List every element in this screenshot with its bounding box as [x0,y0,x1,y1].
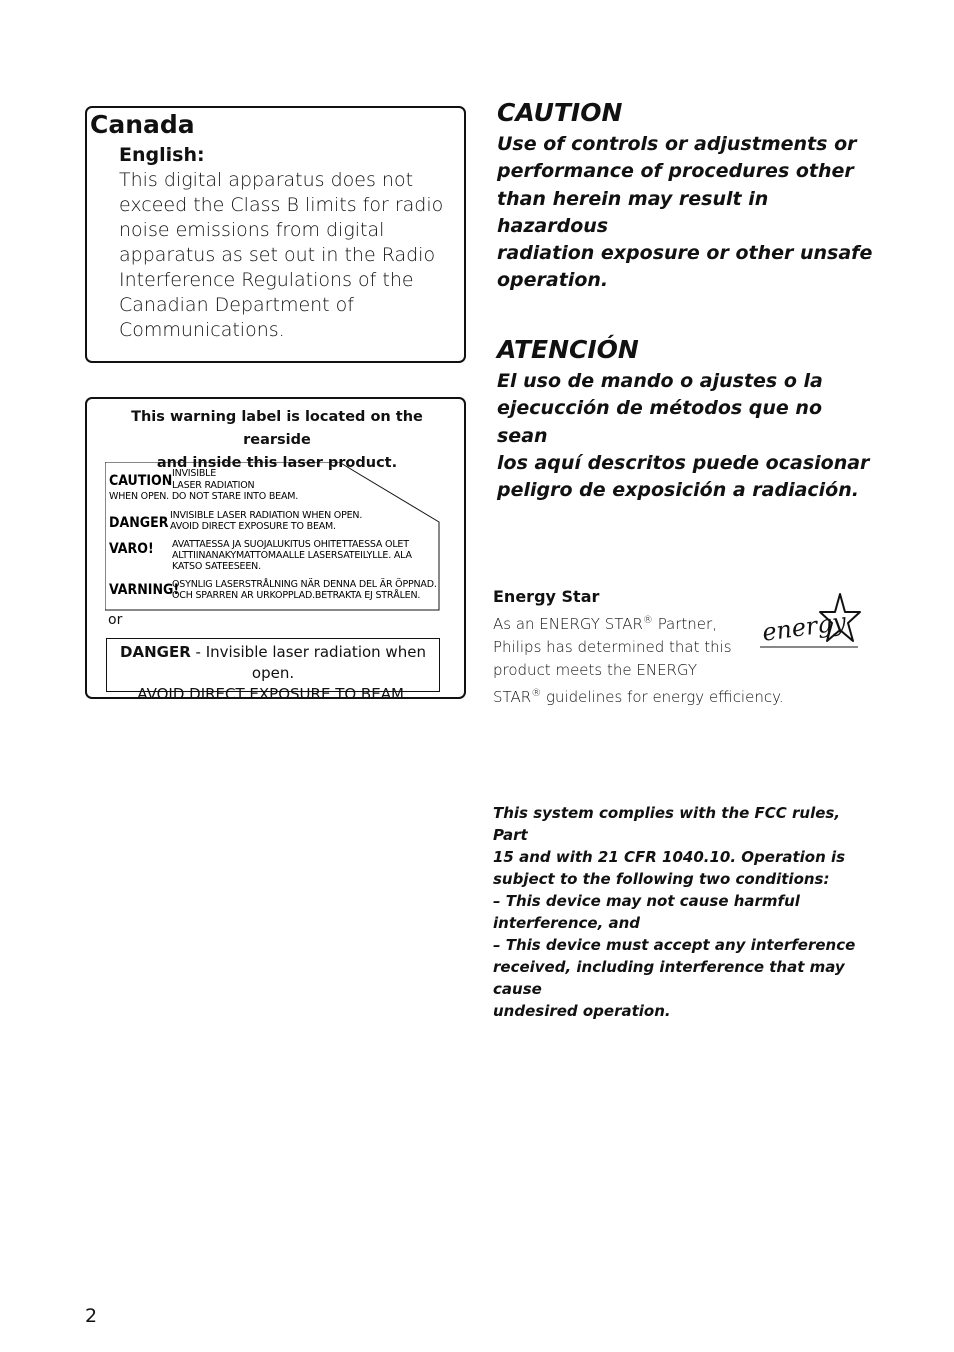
label-caution-text2: LASER RADIATION [172,480,255,491]
label-danger-text2: AVOID DIRECT EXPOSURE TO BEAM. [170,521,336,532]
danger-label-box [106,638,440,703]
warning-heading-line1: This warning label is located on the rearside [131,409,423,448]
energy-logo-text: energy [760,607,848,647]
label-varo-word: VARO! [109,541,154,557]
fcc-line: – This device must accept any interference [493,936,856,954]
atencion-line: ejecucción de métodos que no sean [497,397,823,447]
atencion-line: los aquí descritos puede ocasionar [497,451,870,474]
label-varning-text2: OCH SPARREN AR URKOPPLAD.BETRAKTA EJ STRÅLEN. [172,590,421,601]
energy-star-line4 [493,682,788,709]
caution-title: CAUTION [497,98,623,127]
canada-title: Canada [90,110,195,139]
page-number: 2 [85,1305,98,1327]
canada-subtitle: English: [119,144,205,166]
label-varo-text3: KATSO SATEESEEN. [172,561,261,572]
fcc-line: subject to the following two conditions: [493,870,830,888]
atencion-body [497,368,877,504]
danger-box-line1-text: - Invisible laser radiation when open. [190,643,426,682]
label-varo-text2: ALTTIINANAKYMATTOMAALLE LASERSATEILYLLE. ALA [172,550,412,561]
caution-line: than herein may result in hazardous [497,187,769,237]
label-caution-text3: WHEN OPEN. DO NOT STARE INTO BEAM. [109,491,299,502]
label-varning-word: VARNING! [109,582,180,598]
fcc-line: undesired operation. [493,1002,671,1020]
label-varning-text1: OSYNLIG LASERSTRÅLNING NÄR DENNA DEL ÄR ÖPPNAD. [172,579,437,590]
registered-mark: ® [531,688,542,699]
or-separator: or [108,612,123,628]
fcc-line: This system complies with the FCC rules, Part [493,804,841,844]
caution-line: performance of procedures other [497,160,854,183]
fcc-line: interference, and [493,914,641,932]
energy-star-title: Energy Star [493,587,600,606]
energy-star-line1-text: As an ENERGY STAR [493,615,643,633]
fcc-line: received, including interference that may cause [493,958,845,998]
energy-star-line1 [493,609,788,636]
danger-box-line1 [107,642,439,684]
label-caution-text1: INVISIBLE [172,468,217,479]
fcc-compliance-text [493,802,878,1022]
energy-star-line3: product meets the ENERGY [493,661,698,679]
atencion-line: peligro de exposición a radiación. [497,479,859,502]
laser-warning-label [105,462,441,612]
atencion-title: ATENCIÓN [497,335,639,364]
fcc-line: 15 and with 21 CFR 1040.10. Operation is [493,848,846,866]
caution-body [497,131,877,295]
energy-star-line4-start: STAR [493,688,532,706]
canada-body-text: This digital apparatus does not exceed the Class B limits for radio noise emissions from digital apparatus as set out in the Radio Interference Regulations of the Canadian Department of Communications. [119,169,444,341]
caution-line: operation. [497,269,609,292]
danger-box-line2: AVOID DIRECT EXPOSURE TO BEAM. [137,685,409,703]
label-varo-text1: AVATTAESSA JA SUOJALUKITUS OHITETTAESSA OLET [172,539,409,550]
caution-line: Use of controls or adjustments or [497,133,857,155]
label-caution-word: CAUTION [109,473,173,489]
danger-box-word: DANGER [120,643,191,661]
warning-heading-line2: and inside this laser product. [156,455,398,471]
energy-star-line2: Philips has determined that this [493,638,732,656]
caution-line: radiation exposure or other unsafe [497,242,873,265]
energy-star-logo-icon [758,588,862,650]
fcc-line: – This device may not cause harmful [493,892,800,910]
label-danger-word: DANGER [109,515,169,531]
energy-star-body [493,609,788,709]
atencion-line: El uso de mando o ajustes o la [497,370,823,392]
energy-star-line1-end: Partner, [652,615,717,633]
energy-star-line4-end: guidelines for energy efficiency. [541,688,784,706]
label-danger-text1: INVISIBLE LASER RADIATION WHEN OPEN. [170,510,363,521]
registered-mark: ® [642,615,653,626]
